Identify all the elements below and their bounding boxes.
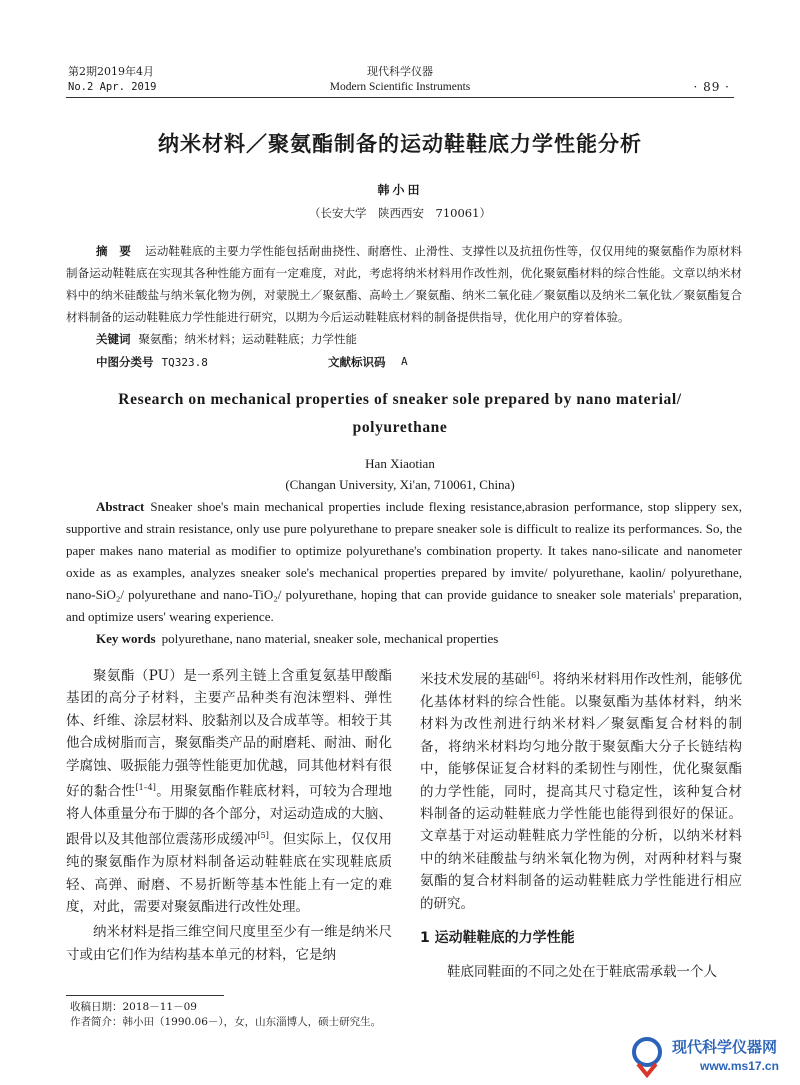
abstract-cn	[66, 240, 742, 328]
abstract-en	[66, 496, 742, 628]
issue-cn: 第2期2019年4月	[68, 65, 154, 78]
watermark-logo-icon	[628, 1034, 668, 1078]
keywords-en	[96, 628, 498, 650]
clc-value: TQ323.8	[161, 356, 208, 369]
text-run: 。用聚氨酯作鞋底材料，可较为合理地将人体重量分布于脚的各个部分，对运动造成的大脑、跟骨以及其他部位震荡形成缓冲	[66, 783, 393, 848]
keywords-en-text: polyurethane, nano material, sneaker sole, mechanical properties	[161, 631, 499, 646]
affiliation-en: (Changan University, Xi'an, 710061, China)	[285, 477, 515, 492]
abstract-en-label: Abstract	[96, 499, 145, 514]
issue-en: No.2 Apr. 2019	[68, 81, 157, 93]
doc-code-value: A	[401, 355, 408, 368]
keywords-en-label: Key words	[96, 631, 156, 646]
text-run: 。将纳米材料用作改性剂，能够优化基体材料的综合性能。以聚氨酯为基体材料，纳米材料为改性剂进行纳米材料／聚氨酯复合材料的制备，将纳米材料均匀地分散于聚氨酯大分子长链结构中，能够保证复合材料的柔韧性与刚性，优化聚氨酯的力学性能，同时，提高其尺寸稳定性，该种复合材料制备的运动鞋鞋底力学性能也能得到很好的保证。文章基于对运动鞋鞋底力学性能的分析，以纳米材料中的纳米硅酸盐与纳米氧化物为例，对两种材料与聚氨酯的复合材料制备的运动鞋鞋底力学性能进行相应的研究。	[420, 671, 743, 912]
body-right-paragraph-1	[420, 665, 742, 915]
body-right-column	[420, 665, 742, 984]
keywords-cn-text: 聚氨酯；纳米材料；运动鞋鞋底；力学性能	[138, 332, 357, 346]
watermark-name: 现代科学仪器网	[672, 1038, 778, 1056]
abstract-cn-label: 摘 要	[96, 244, 132, 258]
author-bio: 作者简介：韩小田（1990.06－），女，山东淄博人，硕士研究生。	[70, 1016, 382, 1028]
received-date: 收稿日期：2018－11－09	[70, 1001, 197, 1013]
body-left-paragraph-1	[66, 665, 392, 918]
citation-6: [6]	[528, 671, 540, 680]
page-number: · 89 ·	[693, 80, 730, 94]
body-right-paragraph-2: 鞋底同鞋面的不同之处在于鞋底需承载一个人	[447, 964, 717, 981]
journal-en: Modern Scientific Instruments	[329, 81, 471, 93]
site-watermark	[628, 1030, 798, 1082]
paper-title-en-line2: polyurethane	[352, 419, 448, 436]
keywords-cn-label: 关键词	[96, 332, 131, 346]
paper-title-en-line1: Research on mechanical properties of sneaker sole prepared by nano material/	[118, 391, 682, 408]
author-en: Han Xiaotian	[365, 456, 435, 471]
citation-5: [5]	[257, 831, 269, 841]
footnote-rule	[66, 995, 224, 996]
text-run: 。但实际上，仅仅用纯的聚氨酯作为原材料制备运动鞋鞋底在实现鞋底质轻、高弹、耐磨、不易折断等基本性能上有一定的难度，对此，需要对聚氨酯进行改性处理。	[66, 831, 393, 916]
abstract-en-text: Sneaker shoe's main mechanical properties include flexing resistance,abrasion performance, stop slippery sex, supportive and strain resistance, only use pure polyurethane to prepare sneaker sole is difficult to realize its performances. So, the paper makes nano material as modifier to optimize polyurethane's combination property. It takes nano-silicate and nanometer oxide as as examples, analyzes sneaker sole's mechanical properties prepared by imvite/ polyurethane, kaolin/ polyurethane, nano-SiO₂/ polyurethane and nano-TiO₂/ polyurethane, hoping that can provide guidance to sneaker sole materials' preparation, and optimize users' wearing experience.	[66, 499, 742, 624]
doc-code-label: 文献标识码	[328, 355, 386, 369]
body-left-column	[66, 665, 392, 966]
paper-title-cn: 纳米材料／聚氨酯制备的运动鞋鞋底力学性能分析	[158, 132, 642, 156]
text-run: 聚氨酯（PU）是一系列主链上含重复氨基甲酸酯基团的高分子材料，主要产品种类有泡沫塑料、弹性体、纤维、涂层材料、胶黏剂以及合成革等。相较于其他合成树脂而言，聚氨酯类产品的耐磨耗、耐油、耐化学腐蚀、吸振能力强等性能更加优越，同其他材料有很好的黏合性	[66, 668, 392, 800]
body-left-paragraph-2: 纳米材料是指三维空间尺度里至少有一维是纳米尺寸或由它们作为结构基本单元的材料，它是纳	[66, 924, 392, 963]
text-run: 米技术发展的基础	[420, 671, 529, 688]
header-rule	[66, 97, 734, 98]
affiliation-cn: （长安大学 陕西西安 710061）	[309, 206, 491, 220]
abstract-cn-text: 运动鞋鞋底的主要力学性能包括耐曲挠性、耐磨性、止滑性、支撑性以及抗扭伤性等，仅仅用纯的聚氨酯作为原材料制备运动鞋鞋底在实现其各种性能方面有一定难度，对此，考虑将纳米材料用作改性剂，优化聚氨酯材料的综合性能。文章以纳米材料中的纳米硅酸盐与纳米氧化物为例，对蒙脱土／聚氨酯、高岭土／聚氨酯、纳米二氧化硅／聚氨酯以及纳米二氧化钛／聚氨酯复合材料制备的运动鞋鞋底力学性能进行研究，以期为今后运动鞋鞋底材料的制备提供指导，优化用户的穿着体验。	[66, 244, 742, 324]
keywords-cn	[96, 328, 357, 350]
clc-label: 中图分类号	[96, 355, 154, 369]
section-1-heading: 1 运动鞋鞋底的力学性能	[420, 929, 575, 946]
author-cn: 韩小田	[377, 183, 423, 197]
footnote	[70, 1000, 381, 1030]
citation-1-4: [1–4]	[135, 783, 156, 793]
journal-name	[0, 65, 800, 94]
watermark-url: www.ms17.cn	[700, 1059, 779, 1073]
classification-line	[96, 351, 696, 374]
journal-cn: 现代科学仪器	[367, 65, 433, 78]
